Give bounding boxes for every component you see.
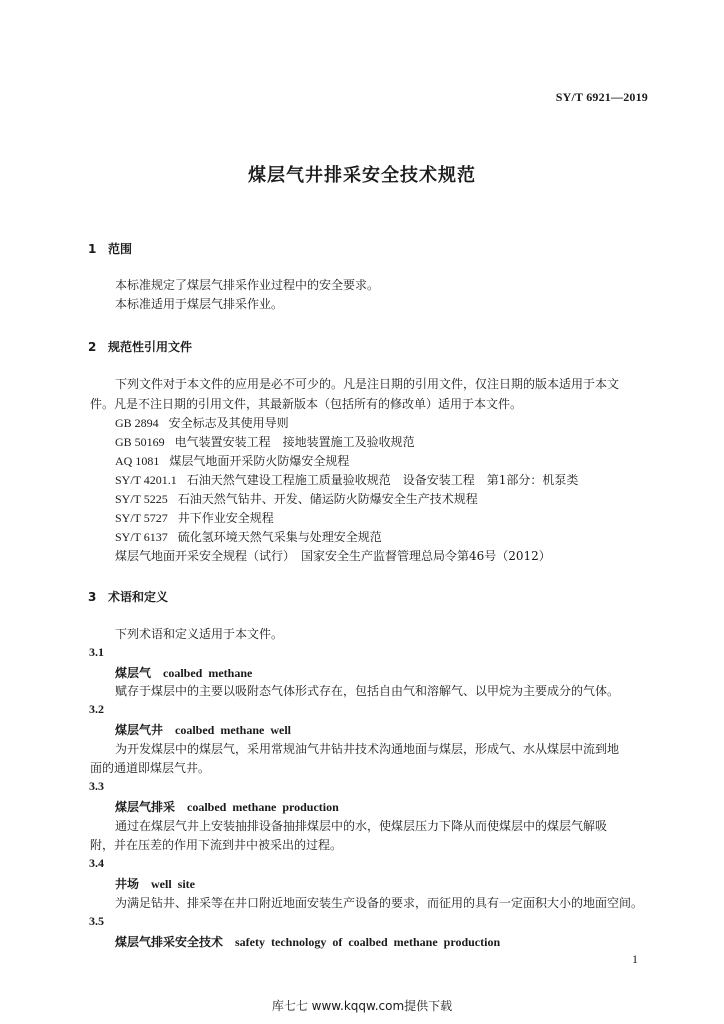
reference-title: 石油天然气钻井、开发、储运防火防爆安全生产技术规程: [177, 492, 478, 506]
paragraph: 本标准规定了煤层气排采作业过程中的安全要求。: [115, 278, 380, 292]
term-english: coalbed methane production: [187, 800, 339, 814]
section-number: 1: [88, 242, 97, 256]
reference-item: [115, 434, 415, 450]
term-definition: 为开发煤层中的煤层气，采用常规油气井钻井技术沟通地面与煤层，形成气、水从煤层中流到地: [115, 742, 620, 756]
section-title: 范围: [108, 242, 133, 256]
term-definition: 为满足钻井、排采等在井口附近地面安装生产设备的要求，而征用的具有一定面积大小的地面空间。: [115, 896, 644, 910]
reference-title: 煤层气地面开采防火防爆安全规程: [169, 454, 350, 468]
term-chinese: 煤层气井: [115, 723, 164, 737]
reference-code: GB 50169: [115, 435, 165, 449]
term-chinese: 井场: [115, 877, 140, 891]
page-number: 1: [632, 952, 638, 966]
paragraph: 下列文件对于本文件的应用是必不可少的。凡是注日期的引用文件，仅注日期的版本适用于本文: [115, 377, 620, 391]
term-heading: [115, 875, 195, 892]
term-number: 3.2: [89, 702, 104, 716]
term-number: 3.3: [89, 779, 104, 793]
term-definition: 附，并在压差的作用下流到井中被采出的过程。: [90, 838, 343, 852]
reference-code: AQ 1081: [115, 454, 160, 468]
reference-item: 煤层气地面开采安全规程（试行） 国家安全生产监督管理总局令第46号（2012）: [115, 549, 551, 563]
reference-title: 硫化氢环境天然气采集与处理安全规范: [177, 530, 382, 544]
term-definition: 赋存于煤层中的主要以吸附态气体形式存在，包括自由气和溶解气、以甲烷为主要成分的气体。: [115, 684, 620, 698]
reference-title: 电气装置安装工程 接地装置施工及验收规范: [174, 435, 415, 449]
reference-item: [115, 510, 274, 526]
term-number: 3.1: [89, 645, 104, 659]
standard-code: SY/T 6921—2019: [555, 90, 648, 104]
term-chinese: 煤层气排采: [115, 800, 176, 814]
term-definition: 通过在煤层气井上安装抽排设备抽排煤层中的水，使煤层压力下降从而使煤层中的煤层气解吸: [115, 819, 608, 833]
term-english: well site: [151, 877, 196, 891]
term-chinese: 煤层气排采安全技术: [115, 935, 224, 949]
reference-code: SY/T 5225: [115, 492, 168, 506]
term-english: coalbed methane well: [175, 723, 292, 737]
term-english: coalbed methane: [163, 666, 253, 680]
reference-code: SY/T 4201.1: [115, 473, 177, 487]
reference-item: [115, 472, 578, 488]
term-heading: [115, 933, 500, 950]
document-title: 煤层气井排采安全技术规范: [248, 165, 476, 186]
paragraph: 本标准适用于煤层气排采作业。: [115, 297, 284, 311]
reference-code: SY/T 5727: [115, 511, 168, 525]
term-chinese: 煤层气: [115, 666, 152, 680]
reference-code: GB 2894: [115, 416, 159, 430]
section-number: 3: [88, 590, 97, 604]
reference-title: 石油天然气建设工程施工质量验收规范 设备安装工程 第1部分：机泵类: [186, 473, 579, 487]
section-2-heading: [88, 338, 192, 355]
download-footer: 库七七 www.kqqw.com提供下载: [271, 999, 453, 1013]
paragraph: 件。凡是不注日期的引用文件，其最新版本（包括所有的修改单）适用于本文件。: [90, 397, 523, 411]
section-title: 规范性引用文件: [108, 340, 193, 354]
reference-item: [115, 529, 382, 545]
term-heading: [115, 664, 252, 681]
section-title: 术语和定义: [108, 590, 169, 604]
term-number: 3.5: [89, 914, 104, 928]
section-3-heading: [88, 588, 168, 605]
paragraph: 下列术语和定义适用于本文件。: [115, 627, 284, 641]
term-number: 3.4: [89, 856, 104, 870]
reference-item: [115, 453, 349, 469]
term-english: safety technology of coalbed methane production: [235, 935, 501, 949]
reference-code: SY/T 6137: [115, 530, 168, 544]
section-number: 2: [88, 340, 97, 354]
reference-title: 安全标志及其使用导则: [168, 416, 289, 430]
term-definition: 面的通道即煤层气井。: [90, 761, 211, 775]
reference-item: [115, 415, 289, 431]
reference-item: [115, 491, 478, 507]
reference-title: 井下作业安全规程: [177, 511, 274, 525]
section-1-heading: [88, 240, 132, 257]
term-heading: [115, 721, 291, 738]
term-heading: [115, 798, 339, 815]
